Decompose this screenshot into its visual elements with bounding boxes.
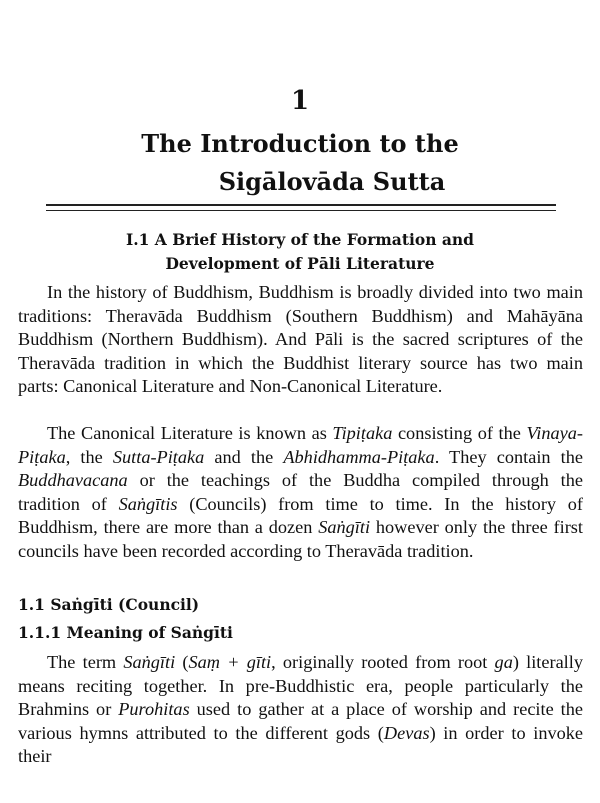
p3-term-devas: Devas xyxy=(383,722,430,743)
paragraph-2 xyxy=(18,422,583,563)
subheading-sangiti-council: 1.1 Saṅgīti (Council) xyxy=(18,595,200,614)
p2-term-abhidhamma: Abhidhamma-Piṭaka xyxy=(283,446,435,467)
p2-text-h: however only the three first councils have been recorded according to Theravāda tradition. xyxy=(18,517,583,561)
title-rule-thick xyxy=(46,204,556,206)
paragraph-3 xyxy=(18,651,583,769)
paragraph-1: In the history of Buddhism, Buddhism is broadly divided into two main traditions: Theravāda Buddhism (Southern Buddhism) and Mahāyāna Buddhism (Northern Buddhism). And Pāli is the sacred scriptures of the Theravāda tradition in which the Buddhist literary source has two main parts: Canonical Literature and Non-Canonical Literature. xyxy=(18,282,583,396)
title-rule-thin xyxy=(46,210,556,211)
p3-text-e: used to gather at a place of worship and recite the various hymns attributed to the different gods ( xyxy=(18,699,583,743)
p3-text-a: The term xyxy=(47,652,124,672)
p3-text-f: ) in order to invoke their xyxy=(18,722,583,766)
chapter-title-line-2: Sigālovāda Sutta xyxy=(218,167,446,196)
p3-text-c: , originally rooted from root xyxy=(271,652,495,672)
p3-term-sam-giti: Saṃ + gīti xyxy=(188,652,272,672)
p2-text-e: . They contain the xyxy=(434,446,583,467)
p2-text-f: or the teachings of the Buddha compiled through the tradition of xyxy=(18,470,583,514)
p2-term-sangiti: Saṅgīti xyxy=(318,517,371,537)
p2-term-sangitis: Saṅgītis xyxy=(118,493,178,514)
p2-term-tipitaka: Tipiṭaka xyxy=(332,423,393,443)
subheading-meaning-of-sangiti: 1.1.1 Meaning of Saṅgīti xyxy=(18,623,233,642)
p3-term-purohitas: Purohitas xyxy=(118,699,190,719)
p2-text-b: consisting of the xyxy=(392,423,527,443)
p2-text-d: and the xyxy=(204,446,284,467)
p3-term-sangiti: Saṅgīti xyxy=(123,652,176,672)
chapter-title-line-1: The Introduction to the xyxy=(141,129,459,158)
p2-term-vinaya: Vinaya-Piṭaka xyxy=(18,423,583,467)
p2-text-a: The Canonical Literature is known as xyxy=(47,423,333,443)
p2-term-sutta: Sutta-Piṭaka xyxy=(112,446,205,467)
chapter-title xyxy=(0,125,600,201)
p3-text-d: ) literally means reciting together. In pre-Buddhistic era, people particularly the Brahmins or xyxy=(18,652,583,719)
section-heading-line-2: Development of Pāli Literature xyxy=(165,254,435,273)
p3-term-ga: ga xyxy=(494,652,513,672)
chapter-number: 1 xyxy=(290,86,310,116)
p3-text-b: ( xyxy=(175,652,189,672)
p2-term-buddhavacana: Buddhavacana xyxy=(18,470,128,490)
section-heading-line-1: I.1 A Brief History of the Formation and xyxy=(125,230,475,249)
p2-text-c: , the xyxy=(65,446,113,467)
section-heading xyxy=(0,228,600,276)
p2-text-g: (Councils) from time to time. In the history of Buddhism, there are more than a dozen xyxy=(18,493,583,537)
